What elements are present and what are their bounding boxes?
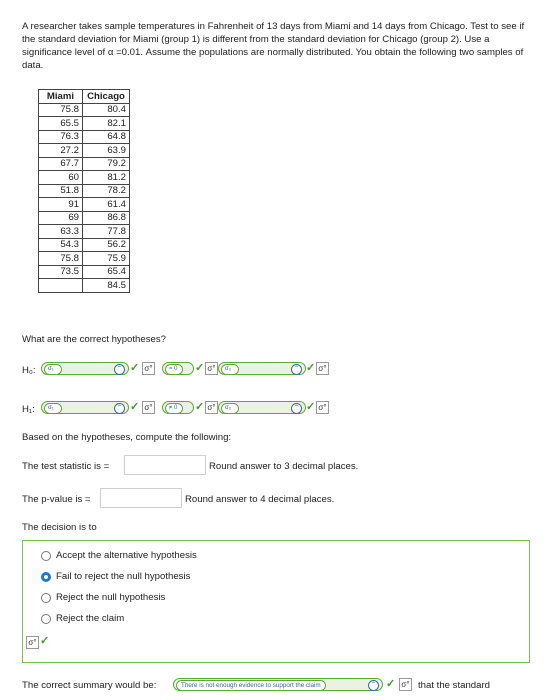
h1-param1-select[interactable]	[41, 401, 129, 414]
sigma-icon[interactable]: σ°	[26, 636, 39, 649]
column-header-chicago: Chicago	[83, 90, 130, 104]
miami-cell: 60	[39, 171, 83, 185]
table-row	[39, 130, 130, 144]
chicago-cell: 75.9	[83, 252, 130, 266]
chicago-cell: 80.4	[83, 103, 130, 117]
check-icon: ✓	[40, 635, 50, 647]
check-icon: ✓	[195, 362, 205, 374]
miami-cell: 76.3	[39, 130, 83, 144]
option-label: Reject the claim	[56, 613, 125, 624]
miami-cell: 75.8	[39, 103, 83, 117]
table-row	[39, 211, 130, 225]
chicago-cell: 77.8	[83, 225, 130, 239]
option-label: Accept the alternative hypothesis	[56, 550, 197, 561]
h0-label: H₀:	[22, 365, 36, 376]
option-label: Fail to reject the null hypothesis	[56, 571, 191, 582]
miami-cell: 91	[39, 198, 83, 212]
pvalue-input[interactable]	[100, 488, 182, 508]
h1-operator-value: ≠ 0	[165, 403, 183, 414]
chicago-cell: 56.2	[83, 238, 130, 252]
chicago-cell: 86.8	[83, 211, 130, 225]
h1-param2-select[interactable]	[218, 401, 306, 414]
pvalue-hint: Round answer to 4 decimal places.	[185, 494, 335, 505]
sigma-icon[interactable]: σ°	[316, 401, 329, 414]
sigma-icon[interactable]: σ°	[142, 362, 155, 375]
h1-label: H₁:	[22, 404, 35, 415]
table-row	[39, 144, 130, 158]
table-body	[39, 103, 130, 292]
chicago-cell: 65.4	[83, 265, 130, 279]
miami-cell: 67.7	[39, 157, 83, 171]
table-row	[39, 117, 130, 131]
chevron-down-icon: ⌃	[368, 680, 379, 691]
h1-operator-select[interactable]	[162, 401, 194, 414]
miami-cell: 65.5	[39, 117, 83, 131]
summary-select[interactable]	[173, 678, 383, 691]
test-stat-input[interactable]	[124, 455, 206, 475]
table-row	[39, 103, 130, 117]
data-table	[38, 89, 130, 293]
chevron-down-icon: ⌃	[114, 364, 125, 375]
check-icon: ✓	[130, 401, 140, 413]
check-icon: ✓	[386, 678, 396, 690]
miami-cell: 73.5	[39, 265, 83, 279]
test-stat-hint: Round answer to 3 decimal places.	[209, 461, 359, 472]
chicago-cell: 64.8	[83, 130, 130, 144]
h0-param2-select[interactable]	[218, 362, 306, 375]
h0-operator-select[interactable]	[162, 362, 194, 375]
check-icon: ✓	[306, 362, 316, 374]
problem-statement: A researcher takes sample temperatures in Fahrenheit of 13 days from Miami and 14 days from Chicago. Test to see if the standard deviation for Miami (group 1) is different from the standard deviation for Chicago (group 2). Use a significance level of α =0.01. Assume the populations are normally distributed. You obtain the following two samples of data.	[22, 21, 525, 71]
chicago-cell: 78.2	[83, 184, 130, 198]
decision-label: The decision is to	[22, 522, 97, 533]
chicago-cell: 82.1	[83, 117, 130, 131]
chicago-cell: 63.9	[83, 144, 130, 158]
table-row	[39, 198, 130, 212]
chicago-cell: 81.2	[83, 171, 130, 185]
radio-accept-alternative[interactable]	[41, 551, 51, 561]
miami-cell: 51.8	[39, 184, 83, 198]
check-icon: ✓	[130, 362, 140, 374]
miami-cell: 54.3	[39, 238, 83, 252]
pvalue-label: The p-value is =	[22, 494, 91, 505]
miami-cell: 63.3	[39, 225, 83, 239]
chicago-cell: 84.5	[83, 279, 130, 293]
table-row	[39, 252, 130, 266]
chicago-cell: 61.4	[83, 198, 130, 212]
table-row	[39, 279, 130, 293]
column-header-miami: Miami	[39, 90, 83, 104]
table-row	[39, 238, 130, 252]
chicago-cell: 79.2	[83, 157, 130, 171]
sigma-icon[interactable]: σ°	[142, 401, 155, 414]
h0-param1-value: σ₁	[44, 364, 62, 375]
h1-param1-value: σ₁	[44, 403, 62, 414]
chevron-down-icon: ⌃	[291, 364, 302, 375]
miami-cell: 27.2	[39, 144, 83, 158]
radio-reject-null[interactable]	[41, 593, 51, 603]
table-row	[39, 157, 130, 171]
radio-fail-to-reject[interactable]	[41, 572, 51, 582]
table-row	[39, 184, 130, 198]
sigma-icon[interactable]: σ°	[205, 401, 218, 414]
compute-intro: Based on the hypotheses, compute the following:	[22, 432, 232, 443]
table-row	[39, 265, 130, 279]
miami-cell: 75.8	[39, 252, 83, 266]
radio-reject-claim[interactable]	[41, 614, 51, 624]
h0-param2-value: σ₂	[221, 364, 239, 375]
table-row	[39, 225, 130, 239]
h0-operator-value: = 0	[165, 364, 183, 375]
sigma-icon[interactable]: σ°	[399, 678, 412, 691]
check-icon: ✓	[195, 401, 205, 413]
h1-param2-value: σ₂	[221, 403, 239, 414]
sigma-icon[interactable]: σ°	[205, 362, 218, 375]
option-label: Reject the null hypothesis	[56, 592, 166, 603]
summary-value: There is not enough evidence to support the claim	[176, 680, 326, 691]
miami-cell: 69	[39, 211, 83, 225]
hypotheses-question: What are the correct hypotheses?	[22, 334, 166, 345]
table-row	[39, 171, 130, 185]
summary-label: The correct summary would be:	[22, 680, 157, 691]
chevron-down-icon: ⌃	[291, 403, 302, 414]
test-stat-label: The test statistic is =	[22, 461, 110, 472]
check-icon: ✓	[306, 401, 316, 413]
chevron-down-icon: ⌃	[114, 403, 125, 414]
sigma-icon[interactable]: σ°	[316, 362, 329, 375]
miami-cell	[39, 279, 83, 293]
summary-tail: that the standard	[418, 680, 491, 691]
decision-options-box	[22, 540, 530, 663]
h0-param1-select[interactable]	[41, 362, 129, 375]
